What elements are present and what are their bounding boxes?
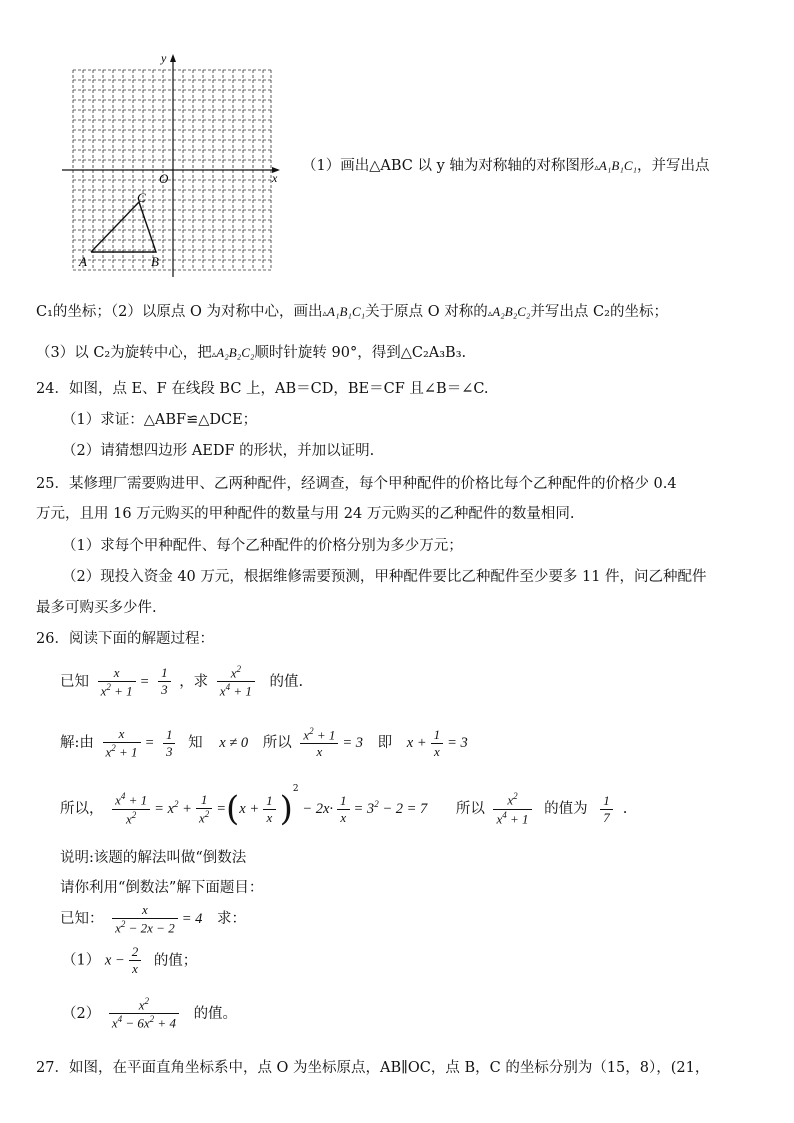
q27-stem: 27．如图，在平面直角坐标系中，点 O 为坐标原点，AB∥OC，点 B，C 的坐标分别为（15，8），(21，	[36, 1060, 710, 1076]
q25-part1: （1）求每个甲种配件、每个乙种配件的价格分别为多少万元；	[62, 538, 463, 554]
q24-part2: （2）请猜想四边形 AEDF 的形状，并加以证明.	[62, 443, 375, 459]
q26-request: 请你利用“倒数法”解下面题目：	[60, 880, 264, 896]
q25-stem-line1: 25．某修理厂需要购进甲、乙两种配件，经调查，每个甲种配件的价格比每个乙种配件的价格少 0.4	[36, 476, 677, 492]
q26-solution-line1: 解:由 $\frac{x}{x^2 + 1}$ = $\frac{1}{3}$ 知 x ≠ 0 所以 $\frac{x^2 + 1}{x}$ = 3 即 x + $\frac{1}{x}$ = 3	[60, 726, 468, 760]
q26-note: 说明:该题的解法叫做“倒数法	[60, 850, 247, 866]
q23-line3: （3）以 C₂为旋转中心，把▵A₂B₂C₂顺时针旋转 90°，得到△C₂A₃B₃.	[36, 345, 467, 361]
triangle-abc	[91, 202, 156, 252]
q26-solution-line2: 所以， $\frac{x^4 + 1}{x^2}$ = $x^2$ + $\frac{1}{x^2}$ =(x + $\frac{1}{x}$ )$^2$ − 2x· $\frac{1}{x}$ = $3^2 - 2 = 7$ 所以 $\frac{x^2}{x^4 + 1}$ 的值为 $\frac{1}{7}$ .	[60, 784, 628, 829]
q25-part2-line2: 最多可购买多少件.	[36, 600, 157, 616]
coordinate-grid-figure	[60, 52, 285, 277]
label-b: B	[151, 254, 159, 269]
q23-line2: C₁的坐标；（2）以原点 O 为对称中心，画出▵A₁B₁C₁关于原点 O 对称的▵A₂B₂C₂并写出点 C₂的坐标；	[36, 304, 668, 320]
label-origin: O	[159, 171, 169, 186]
label-a: A	[79, 254, 87, 269]
q25-stem-line2: 万元，且用 16 万元购买的甲种配件的数量与用 24 万元购买的乙种配件的数量相同.	[36, 506, 575, 522]
q24-stem: 24．如图，点 E、F 在线段 BC 上，AB＝CD，BE＝CF 且∠B＝∠C.	[36, 381, 489, 397]
label-y: y	[161, 52, 167, 65]
label-x: x	[272, 171, 278, 185]
q26-known-line: 已知 $\frac{x}{x^2 + 1}$ = $\frac{1}{3}$ ，求 $\frac{x^2}{x^4 + 1}$ 的值.	[60, 664, 304, 699]
q26-stem: 26．阅读下面的解题过程：	[36, 631, 214, 647]
q23-part1: （1）画出△ABC 以 y 轴为对称轴的对称图形▵A₁B₁C₁，并写出点	[302, 158, 710, 174]
q25-part2-line1: （2）现投入资金 40 万元，根据维修需要预测，甲种配件要比乙种配件至少要多 11 件，问乙种配件	[62, 569, 707, 585]
q26-question2: （2） $\frac{x^2}{x^4 - 6x^2 + 4}$ 的值。	[62, 996, 238, 1031]
label-c: C	[137, 190, 146, 205]
q26-known2-line: 已知： $\frac{x}{x^2 - 2x - 2}$ = 4 求：	[60, 902, 246, 936]
q26-question1: （1） x − $\frac{2}{x}$ 的值；	[62, 944, 198, 976]
q24-part1: （1）求证：△ABF≌△DCE；	[62, 412, 258, 428]
